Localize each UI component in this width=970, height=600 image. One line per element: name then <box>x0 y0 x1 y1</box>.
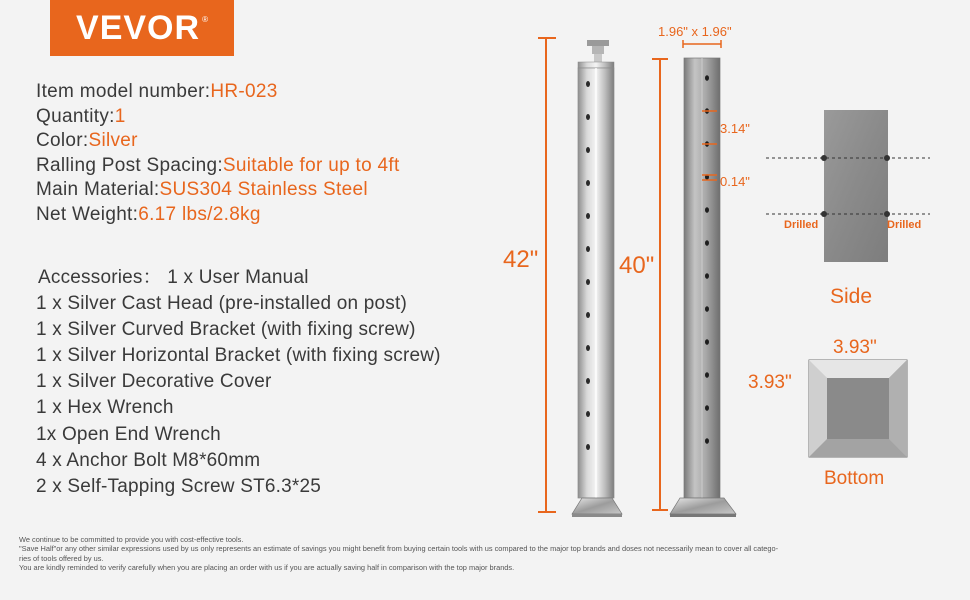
drilled-right-label: Drilled <box>887 219 922 231</box>
height-40-dimension-line <box>652 59 668 510</box>
spec-label: Main Material: <box>36 179 160 201</box>
side-view-panel <box>766 110 930 262</box>
base-depth-label: 3.93" <box>748 372 792 393</box>
hole-spacing-label: 3.14" <box>720 121 750 136</box>
side-view-label: Side <box>830 285 873 308</box>
registered-mark: ® <box>202 14 208 24</box>
spec-label: Color: <box>36 130 89 152</box>
accessory-item: 1 x Silver Cast Head (pre-installed on post) <box>36 293 408 315</box>
base-width-label: 3.93" <box>833 337 877 358</box>
disclaimer-line: We continue to be committed to provide you with cost-effective tools. <box>19 535 244 544</box>
disclaimer-line: "Save Half"or any other similar expressions used by us only represents an estimate of savings you might benefit from buying certain tools with us compared to the major top brands and doses not necessarily mean to cover all catego- <box>19 544 779 554</box>
drilled-left-label: Drilled <box>784 219 819 231</box>
spec-value: Suitable for up to 4ft <box>222 154 400 176</box>
hole-size-label: 0.14" <box>720 174 750 189</box>
accessory-item: 1 x Silver Curved Bracket (with fixing screw) <box>36 319 416 341</box>
spec-value: 6.17 lbs/2.8kg <box>138 203 261 225</box>
bottom-view-plate <box>809 360 907 457</box>
disclaimer-line: ries of tools offered by us. <box>19 553 104 563</box>
brand-name: VEVOR <box>76 8 201 47</box>
spec-value: HR-023 <box>210 81 278 102</box>
section-size-label: 1.96" x 1.96" <box>658 24 732 39</box>
accessory-item: 1 x Silver Horizontal Bracket (with fixing screw) <box>36 345 441 367</box>
height-40-label: 40" <box>619 252 655 279</box>
spec-value: Silver <box>88 130 138 152</box>
height-42-label: 42" <box>503 246 539 273</box>
spec-value: SUS304 Stainless Steel <box>159 179 368 201</box>
section-width-dimension-line <box>683 40 721 48</box>
disclaimer-line: You are kindly reminded to verify carefully when you are placing an order with us if you are actually saving half in comparison with the top major brands. <box>19 562 515 572</box>
accessory-item: Accessories： 1 x User Manual <box>38 267 309 288</box>
height-42-dimension-line <box>538 38 556 512</box>
spec-label: Ralling Post Spacing: <box>36 154 223 176</box>
bottom-view-label: Bottom <box>824 468 885 489</box>
accessory-item: 1 x Silver Decorative Cover <box>36 371 272 393</box>
disclaimer-text <box>19 535 949 572</box>
accessory-item: 4 x Anchor Bolt M8*60mm <box>36 449 261 471</box>
spec-label: Quantity: <box>36 105 115 127</box>
accessory-item: 1 x Hex Wrench <box>36 397 174 419</box>
spec-value: 1 <box>114 105 126 127</box>
post-with-cast-head <box>572 40 622 517</box>
accessory-item: 2 x Self-Tapping Screw ST6.3*25 <box>36 475 322 497</box>
accessory-item: 1x Open End Wrench <box>36 423 221 445</box>
spec-label: Net Weight: <box>36 203 139 225</box>
spec-label: Item model number: <box>36 81 211 102</box>
